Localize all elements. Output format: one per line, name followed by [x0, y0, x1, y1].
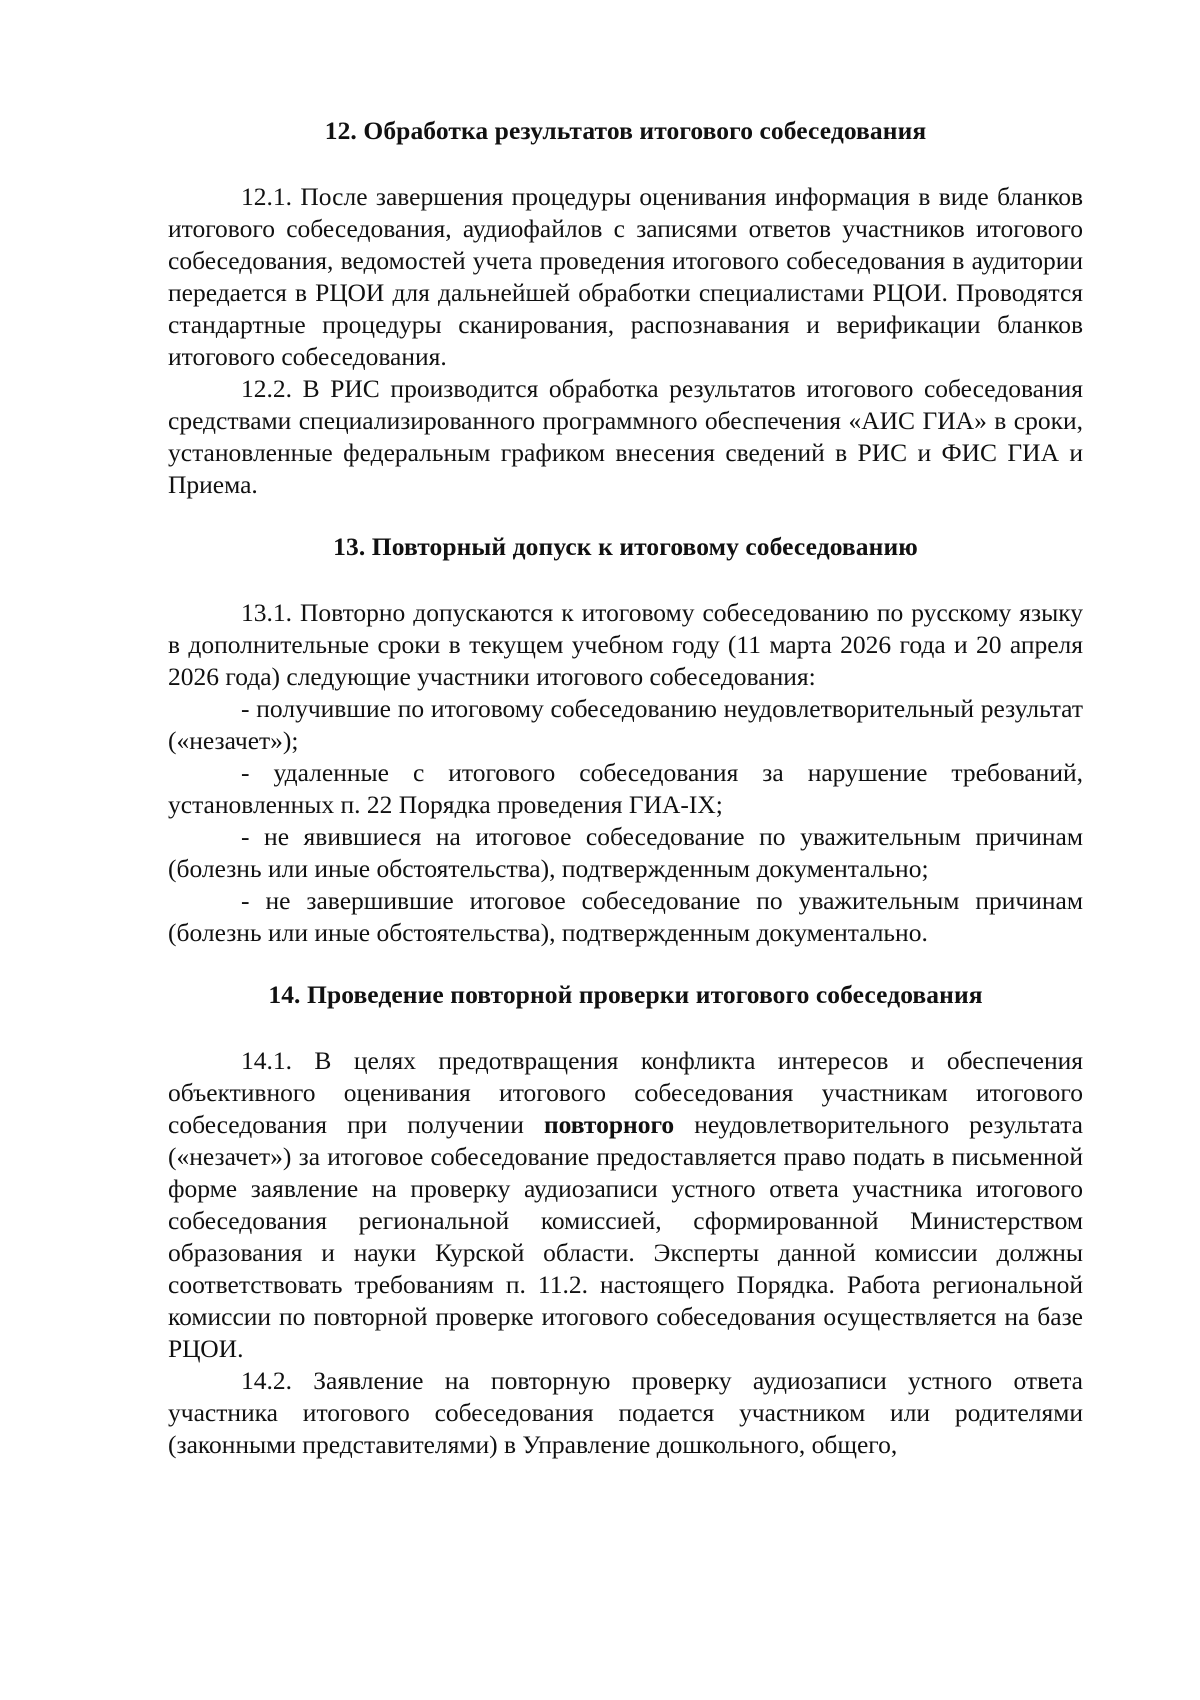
document-page: [168, 115, 1083, 1461]
list-item-13-3: - не явившиеся на итоговое собеседование по уважительным причинам (болезнь или иные обстоятельства), подтвержденным документально;: [168, 822, 1083, 883]
list-item-13-2: - удаленные с итогового собеседования за нарушение требований, установленных п. 22 Порядка проведения ГИА-IX;: [168, 758, 1083, 819]
paragraph-14-1: [168, 1045, 1083, 1365]
paragraph-12-1: 12.1. После завершения процедуры оценивания информация в виде бланков итогового собеседования, аудиофайлов с записями ответов участников итогового собеседования, ведомостей учета проведения итогового собеседования в аудитории передается в РЦОИ для дальнейшей обработки специалистами РЦОИ. Проводятся стандартные процедуры сканирования, распознавания и верификации бланков итогового собеседования.: [168, 182, 1083, 371]
paragraph-14-2: 14.2. Заявление на повторную проверку аудиозаписи устного ответа участника итогового собеседования подается участником или родителями (законными представителями) в Управление дошкольного, общего,: [168, 1366, 1083, 1459]
paragraph-12-2: 12.2. В РИС производится обработка результатов итогового собеседования средствами специализированного программного обеспечения «АИС ГИА» в сроки, установленные федеральным графиком внесения сведений в РИС и ФИС ГИА и Приема.: [168, 374, 1083, 499]
section-13-heading: 13. Повторный допуск к итоговому собеседованию: [333, 532, 918, 561]
list-item-13-1: - получившие по итоговому собеседованию неудовлетворительный результат («незачет»);: [168, 694, 1083, 755]
section-12-heading: 12. Обработка результатов итогового собеседования: [324, 116, 927, 145]
paragraph-13-1: 13.1. Повторно допускаются к итоговому собеседованию по русскому языку в дополнительные сроки в текущем учебном году (11 марта 2026 года и 20 апреля 2026 года) следующие участники итогового собеседования:: [168, 598, 1083, 691]
emphasis-repeat: повторного: [543, 1110, 675, 1139]
section-14-heading: 14. Проведение повторной проверки итогового собеседования: [268, 980, 983, 1009]
list-item-13-4: - не завершившие итоговое собеседование по уважительным причинам (болезнь или иные обстоятельства), подтвержденным документально.: [168, 886, 1083, 947]
paragraph-14-1-end: неудовлетворительного результата («незачет») за итоговое собеседование предоставляется право подать в письменной форме заявление на проверку аудиозаписи устного ответа участника итогового собеседования региональной комиссией, сформированной Министерством образования и науки Курской области. Эксперты данной комиссии должны соответствовать требованиям п. 11.2. настоящего Порядка. Работа региональной комиссии по повторной проверке итогового собеседования осуществляется на базе РЦОИ.: [168, 1110, 1083, 1363]
paragraph-14-1-start: 14.1. В целях предотвращения конфликта интересов и обеспечения объективного оценивания итогового собеседования участникам итогового собеседования при получении: [168, 1046, 1083, 1139]
